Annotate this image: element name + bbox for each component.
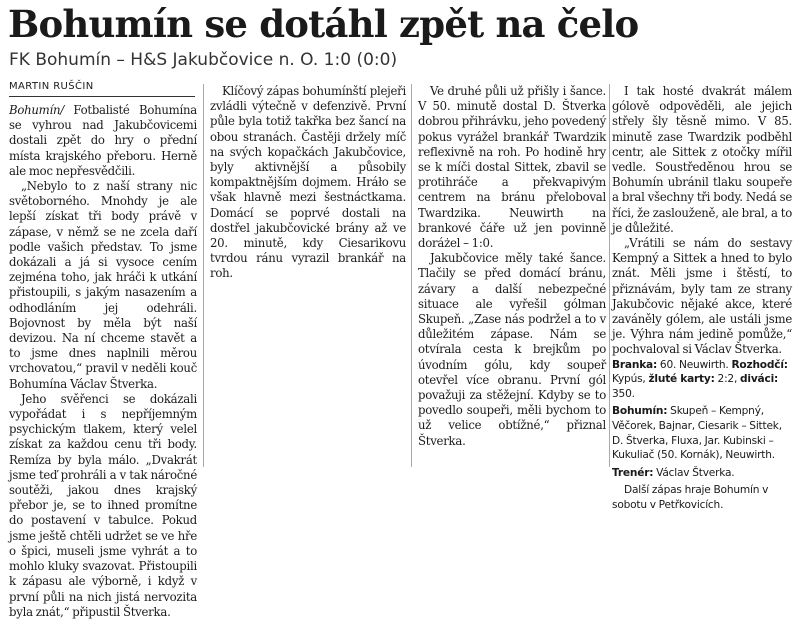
article-paragraph: Klíčový zápas bohumínští plejeři zvládli výtečně v defenzivě. První půle byla totiž takřka bez šancí na obou stranách. Častěji držely míč na svých kopačkách Jakubčovice, byly aktivnější a působily kompaktnějším dojmem. Hráło se však hlavně mezi šestnáctkama. Domácí se poprvé dostali na dostřel jakubčovické brány až ve 20. minutě, kdy Ciesarikovu tvrdou ránu vyrazil brankář na roh. — [210, 84, 406, 281]
article-paragraph: Ve druhé půli už přišly i šance. V 50. minutě dostal D. Štverka dobrou přihrávku, jeho povedený pokus vyrážel brankář Twardzik reflexivně na roh. Po hodině hry se k míči dostal Sittek, zbavil se protihráče a překvapivým centrem na bránu přeloboval Twardzika. Neuwirth na brankové čáře už jen povinně doráżel – 1:0. — [418, 84, 606, 251]
article-paragraph: Jeho svěřenci se dokázali vypořádat i s nepříjemným psychickým tlakem, který velel získat za každou cenu tři body. Remíza by byla málo. „Dvakrát jsme teď prohráli a v tak náročné soutěži, jakou dnes krajský přebor je, se to ihned promítne do postavení v tabulce. Pokud jsme ještě chtěli udržet se ve hře o špici, museli jsme vyhrát a to mohlo kluky svazovat. Přistoupili k zápasu ale výborně, i když v první půli na nich jistá nervozita byla znát,“ připustil Štverka. — [9, 391, 197, 619]
article-column-3 — [418, 84, 606, 469]
lineup — [612, 404, 792, 462]
headline: Bohumín se dotáhl zpět na čelo — [8, 2, 639, 46]
zlute-karty-label: žluté karty: — [648, 373, 715, 386]
match-stats — [612, 358, 792, 513]
article-paragraph: „Nebylo to z naší strany nic světoborného. Mnohdy je ale lepší získat tři body právě v zápase, v němž se ne zcela daří podle vašich představ. To jsme dokázali a já si vysoce cením zejména toho, jak hráči k utkání přistoupili, s jakým nasazením a odhodláním jej odehráli. Bojovnost by měla být naší devizou. Na ní chceme stavět a to jsme dnes naplnili měrou vrchovatou,“ pravil v neděli kouč Bohumína Václav Štverka. — [9, 179, 197, 391]
rozhodci-label: Rozhodčí: — [731, 358, 788, 371]
column-divider — [411, 84, 412, 467]
branka-label: Branka: — [612, 358, 658, 371]
article-column-2 — [210, 84, 406, 469]
next-match: Další zápas hraje Bohumín v sobotu v Petřkovicích. — [612, 484, 769, 511]
article-paragraph: „Vrátili se nám do sestavy Kempný a Sittek a hned to bylo znát. Měli jsme i štěstí, to přiznávám, byly tam ze strany Jakubčovic nějaké akce, které zaváněly gólem, ale ustáli jsme je. Výhra nám jedině pomůže,“ pochvaloval si Václav Štverka. — [612, 236, 792, 357]
article-paragraph: I tak hosté dvakrát málem gólově odpověděli, ale jejich střely šly těsně mimo. V 85. minutě zase Twardzik podběhl centr, ale Sittek z otočky mířil vedle. Soustředěnou hrou se Bohumín ubránil tlaku soupeře a bral všechny tři body. Nedá se říci, že zaslouženě, ale bral, a to je důležité. — [612, 84, 792, 235]
branka-value: 60. Neuwirth. — [657, 358, 729, 371]
coach-label: Trenér: — [612, 466, 654, 479]
author-byline: MARTIN RUŠČIN — [9, 80, 195, 97]
lead-paragraph — [9, 103, 197, 179]
match-facts — [612, 358, 792, 402]
lineup-value: Skupeň – Kempný, Věčorek, Bajnar, Ciesarik – Sittek, D. Štverka, Fluxa, Jar. Kubinski – Kukuliač (50. Kornák), Neuwirth. — [612, 405, 782, 462]
subheadline-score: FK Bohumín – H&S Jakubčovice n. O. 1:0 (0:0) — [9, 50, 398, 70]
divaci-label: diváci: — [740, 373, 779, 386]
lineup-label: Bohumín: — [612, 405, 668, 418]
rozhodci-value: Kypús, — [612, 373, 646, 386]
article-column-4 — [612, 84, 792, 511]
zlute-karty-value: 2:2, — [714, 373, 738, 386]
coach-value: Václav Štverka. — [653, 466, 735, 479]
column-divider — [203, 84, 204, 467]
article-column-1 — [9, 103, 197, 619]
divaci-value: 350. — [612, 387, 635, 400]
column-divider — [609, 84, 610, 467]
lead-text: Fotbalisté Bohumína se vyhrou nad Jakubčovicemi dostali zpět do hry o přední místa krajského přeboru. Herně ale moc nepřesvědčili. — [9, 103, 197, 178]
coach — [612, 466, 792, 481]
article-paragraph: Jakubčovice měly také šance. Tlačily se před domácí bránu, závary a další nebezpečné situace ale vyřešil gólman Skupeň. „Zase nás podržel a to v důležitém zápase. Nám se otvírala cesta k brejkům po úvodním gólu, kdy soupeř otevřel více obranu. První gól považuji za stěžejní. Kdyby se to povedlo soupeři, měli bychom to už velice obtížné,“ přiznal Štverka. — [418, 251, 606, 448]
dateline: Bohumín/ — [9, 103, 64, 117]
